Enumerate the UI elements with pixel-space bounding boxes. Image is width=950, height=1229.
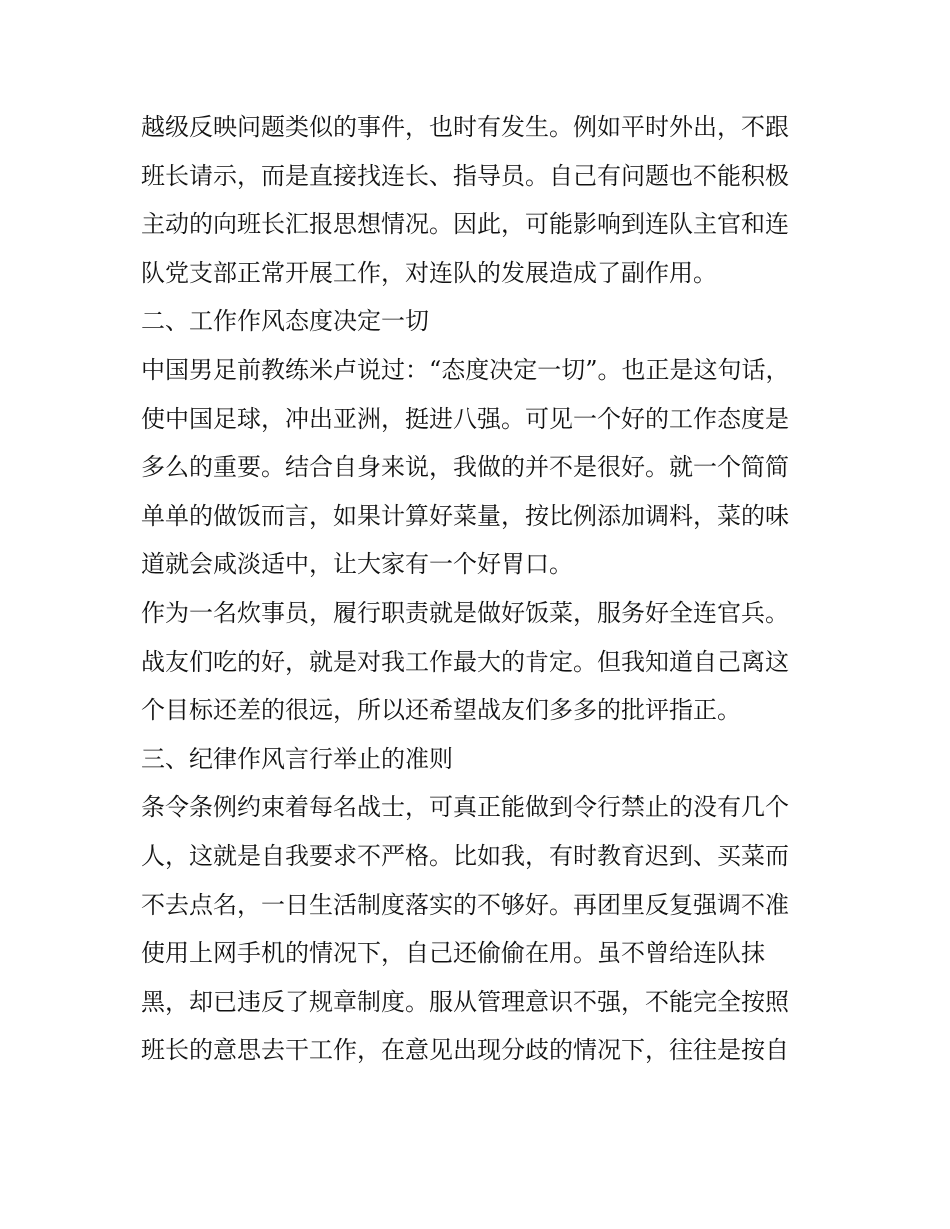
text-line: 道就会咸淡适中，让大家有一个好胃口。 <box>141 550 573 579</box>
text-line: 越级反映问题类似的事件，也时有发生。例如平时外出，不跟 <box>141 113 789 141</box>
text-line: 中国男足前教练米卢说过：“态度决定一切”。也正是这句话， <box>141 355 790 384</box>
text-line: 班长请示，而是直接找连长、指导员。自己有问题也不能积极 <box>141 161 789 190</box>
text-line: 人，这就是自我要求不严格。比如我，有时教育迟到、买菜而 <box>141 841 789 870</box>
text-line: 黑，却已违反了规章制度。服从管理意识不强，不能完全按照 <box>141 987 789 1016</box>
text-line: 不去点名，一日生活制度落实的不够好。再团里反复强调不准 <box>141 890 789 919</box>
text-line: 多么的重要。结合自身来说，我做的并不是很好。就一个简简 <box>141 453 789 482</box>
text-line: 战友们吃的好，就是对我工作最大的肯定。但我知道自己离这 <box>141 647 789 676</box>
text-line: 作为一名炊事员，履行职责就是做好饭菜，服务好全连官兵。 <box>141 598 789 627</box>
text-line: 班长的意思去干工作，在意见出现分歧的情况下，往往是按自 <box>141 1036 789 1065</box>
text-line: 使用上网手机的情况下，自己还偷偷在用。虽不曾给连队抹 <box>141 939 765 968</box>
text-line: 使中国足球，冲出亚洲，挺进八强。可见一个好的工作态度是 <box>141 404 789 433</box>
text-line: 单单的做饭而言，如果计算好菜量，按比例添加调料，菜的味 <box>141 501 789 530</box>
section-heading: 三、纪律作风言行举止的准则 <box>141 744 453 773</box>
text-line: 个目标还差的很远，所以还希望战友们多多的批评指正。 <box>141 696 741 725</box>
document-body <box>141 103 821 1075</box>
text-line: 条令条例约束着每名战士，可真正能做到令行禁止的没有几个 <box>141 793 789 822</box>
text-line: 队党支部正常开展工作，对连队的发展造成了副作用。 <box>141 258 717 287</box>
text-line: 主动的向班长汇报思想情况。因此，可能影响到连队主官和连 <box>141 210 789 239</box>
section-heading: 二、工作作风态度决定一切 <box>141 307 429 336</box>
